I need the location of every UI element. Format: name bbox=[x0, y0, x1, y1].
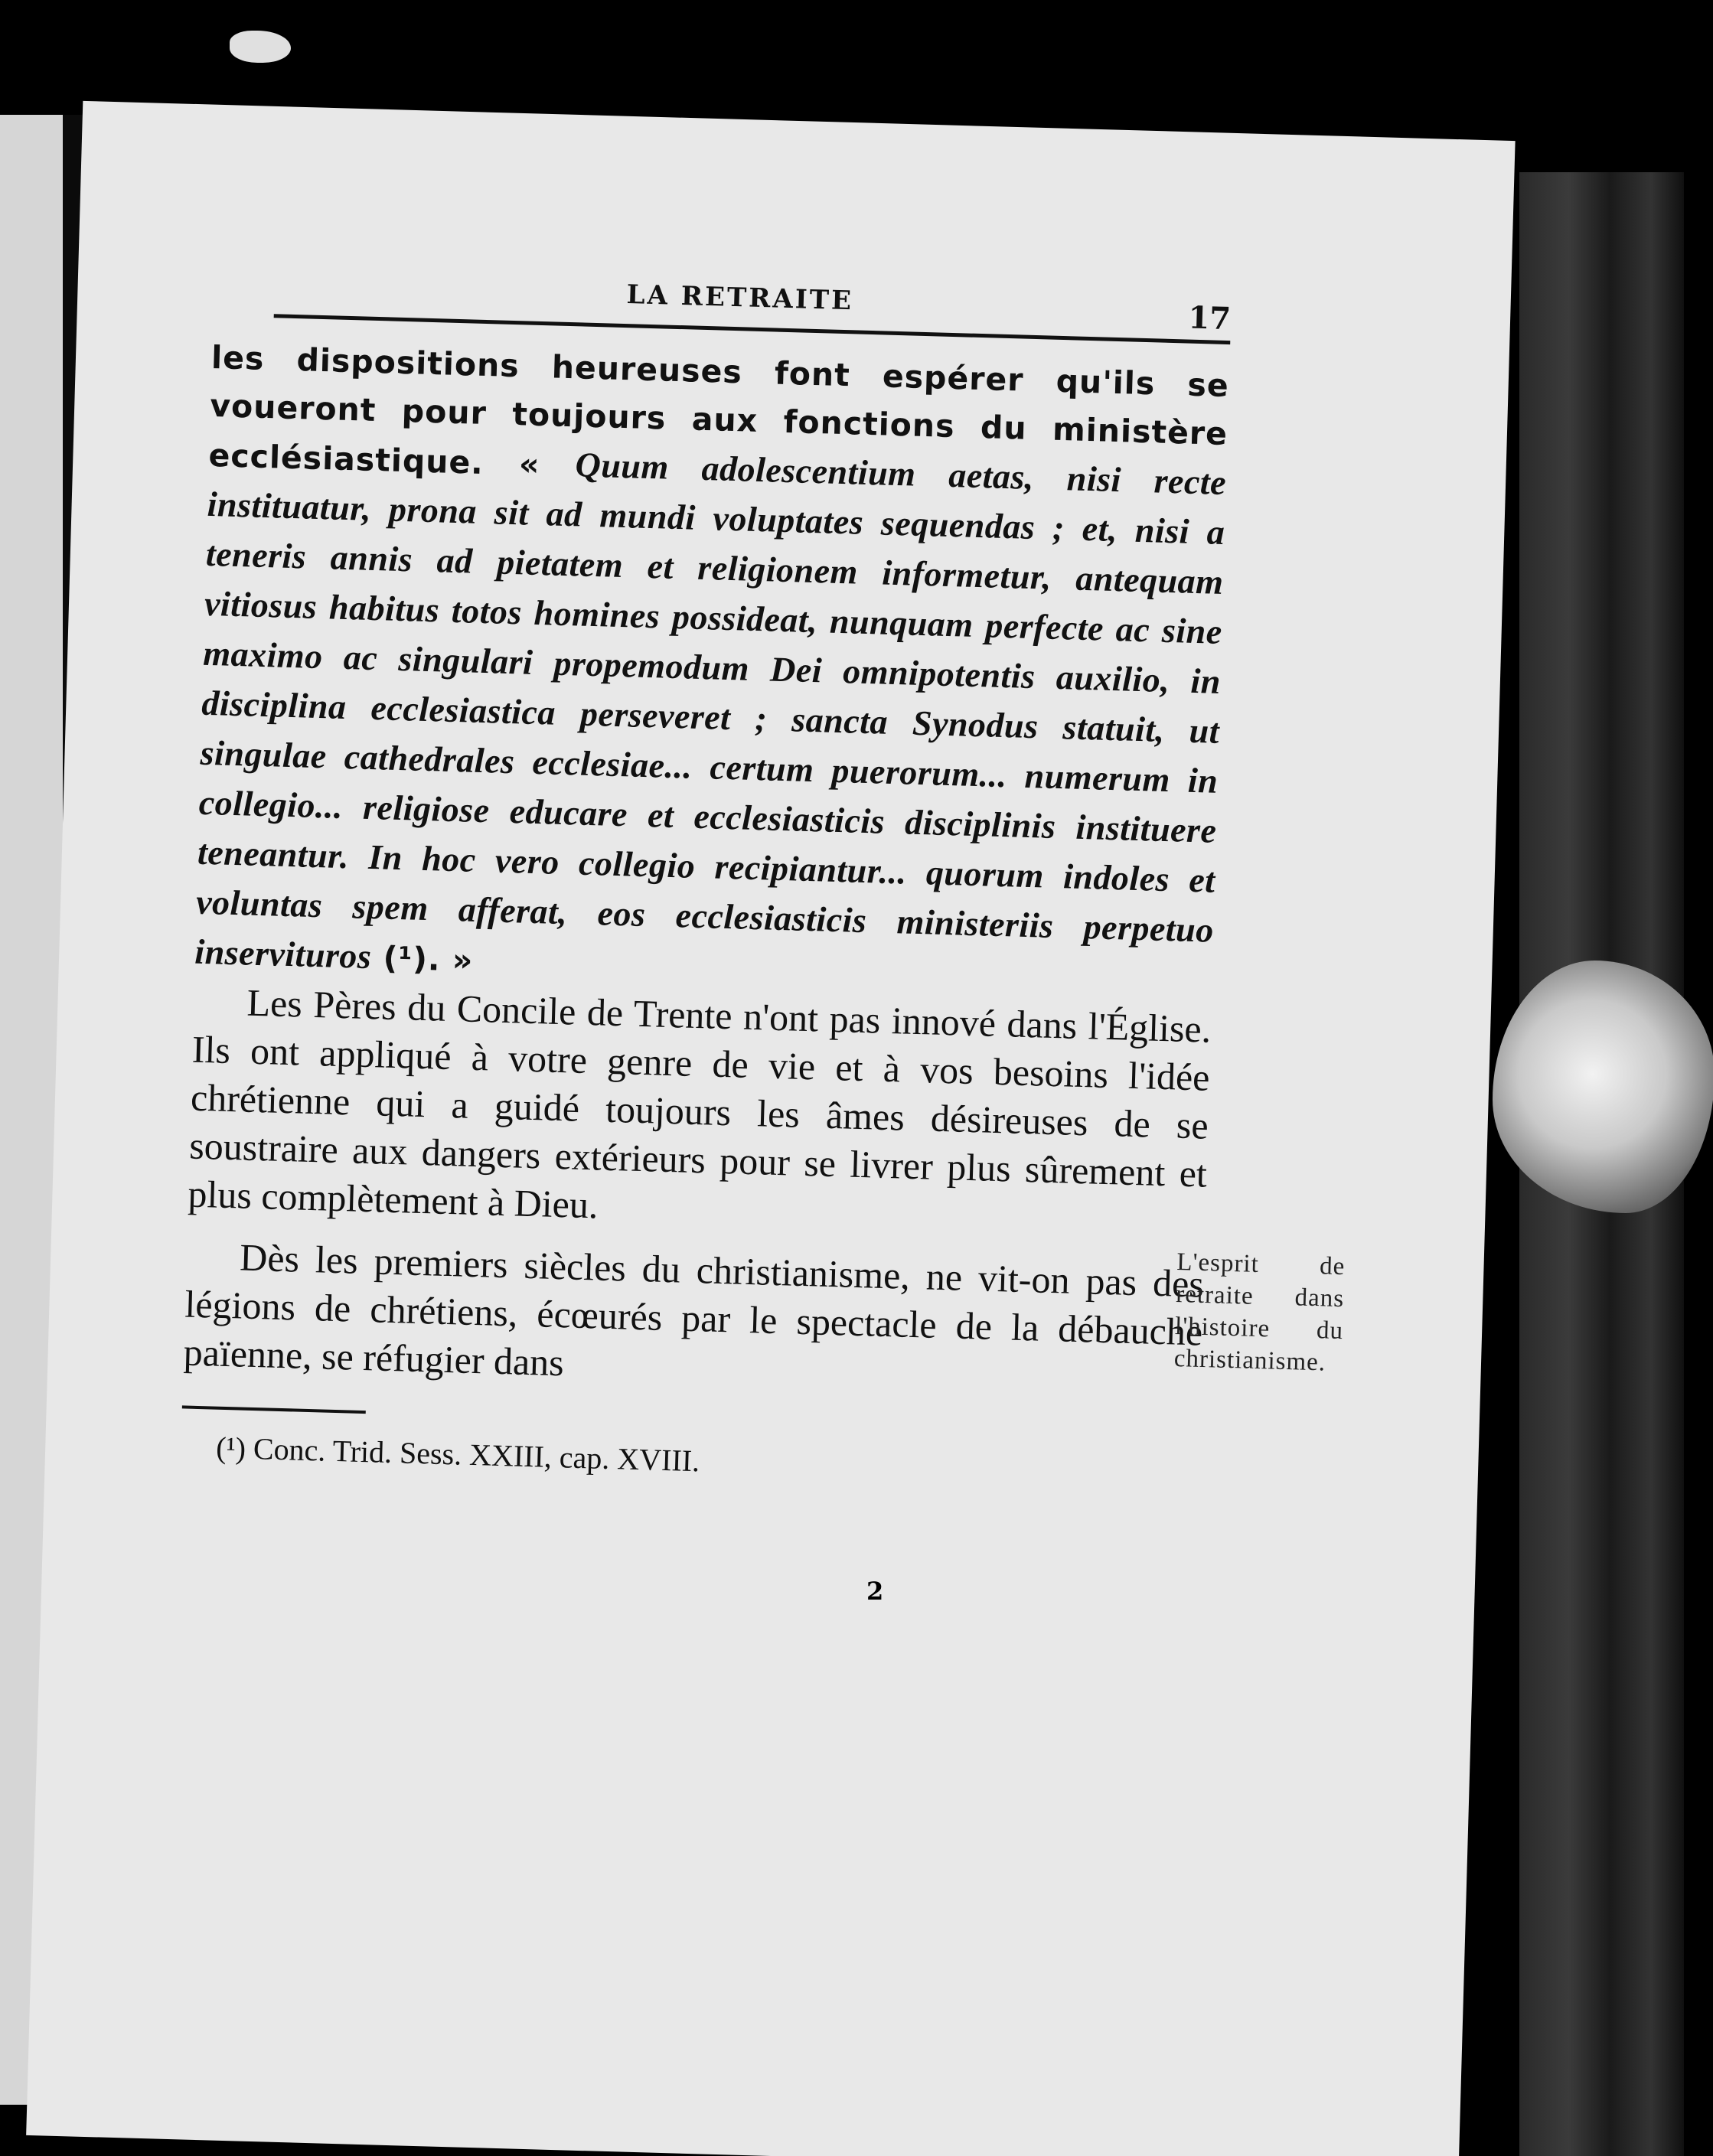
running-head-title: LA RETRAITE bbox=[626, 279, 854, 317]
page-number: 17 bbox=[1187, 299, 1232, 338]
page-text-block bbox=[181, 253, 1232, 1493]
paragraph-continued-quote bbox=[194, 334, 1230, 1006]
paragraph-1-roman-text: les dispositions heureuses font espérer qu'ils se voueront pour toujours aux fonctions du ministère ecclésiastique. « bbox=[207, 338, 1230, 484]
signature-mark: 2 bbox=[866, 1577, 884, 1606]
scan-debris-mark bbox=[230, 31, 291, 63]
latin-quotation: Quum adolescentium aetas, nisi recte instituatur, prona sit ad mundi voluptates sequendas ; et, nisi a teneris annis ad pietatem et religionem informetur, antequam vitiosus habitus totos homines possideat, nunquam perfecte ac sine maximo ac singulari propemodum Dei omnipotentis auxilio, in disciplina ecclesiastica perseveret ; sancta Synodus statuit, ut singulae cathedrales ecclesiae... certum puerorum... numerum in collegio... religiose educare et ecclesiasticis disciplinis instituere teneantur. In hoc vero collegio recipiantur... quorum indoles et voluntas spem afferat, eos ecclesiasticis ministeriis perpetuo inservituros bbox=[194, 445, 1227, 977]
footnote-rule bbox=[182, 1405, 366, 1414]
paragraph-1-end: (¹). » bbox=[370, 939, 474, 979]
marginal-note: L'esprit de retraite dans l'histoire du christianisme. bbox=[1173, 1248, 1346, 1377]
paragraph-council-of-trent: Les Pères du Concile de Trente n'ont pas innové dans l'Église. Ils ont appliqué à votre genre de vie et à vos besoins l'idée chrétienne qui a guidé toujours les âmes désireuses de se soustraire aux dangers extérieurs pour se livrer plus sûrement et plus complètement à Dieu. bbox=[187, 980, 1212, 1227]
paragraph-early-christianity: Dès les premiers siècles du christianisme, ne vit-on pas des légions de chrétiens, écœurés par le spectacle de la débauche païenne, se réfugier dans bbox=[183, 1235, 1205, 1385]
footnote: (¹) Conc. Trid. Sess. XXIII, cap. XVIII. bbox=[215, 1430, 700, 1479]
